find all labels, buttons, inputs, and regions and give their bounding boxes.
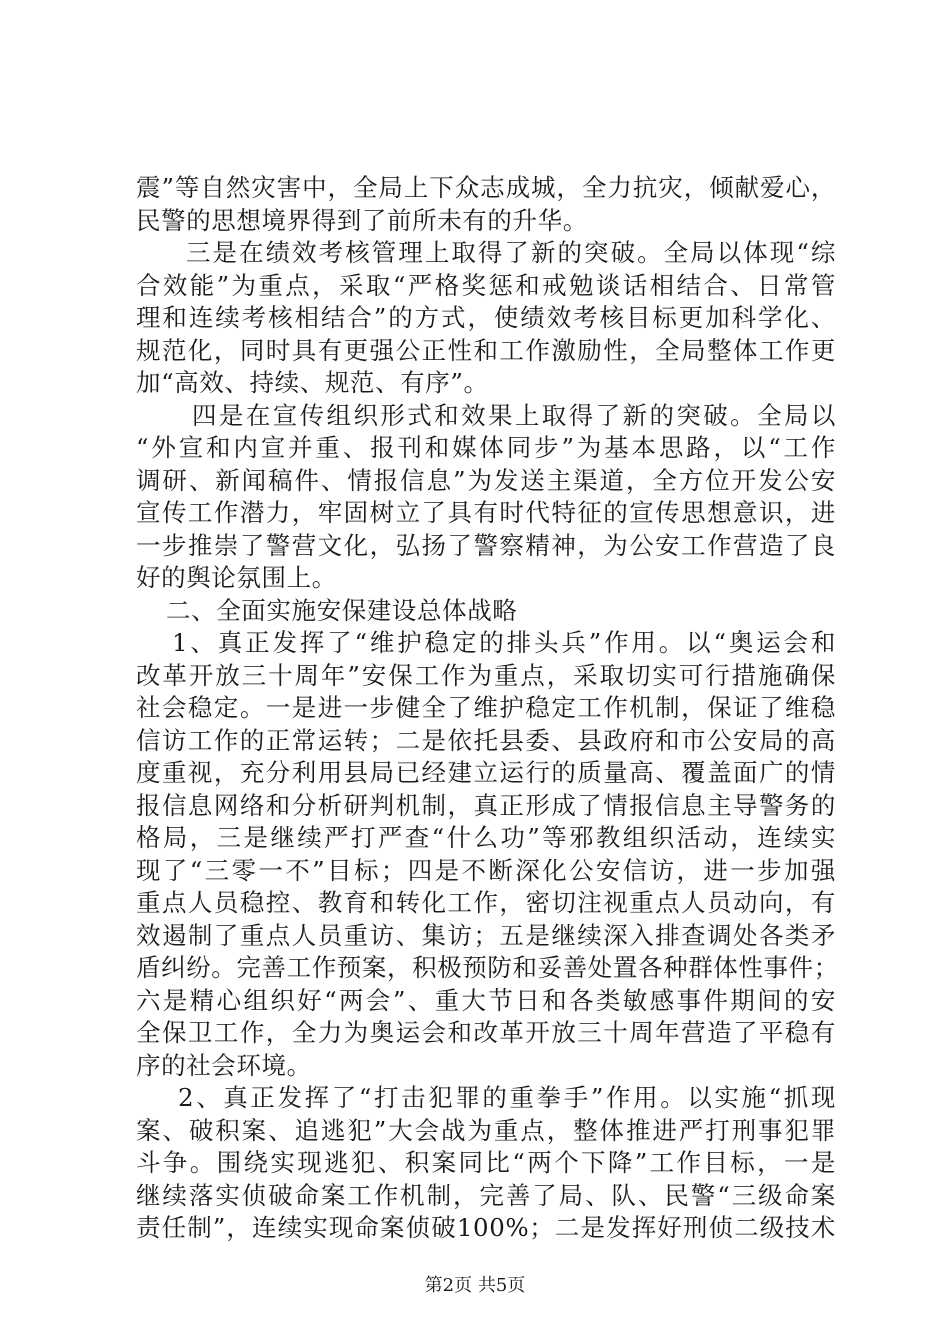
document-body bbox=[136, 172, 839, 1245]
text-line: 效遏制了重点人员重访、集访；五是继续深入排查调处各类矛 bbox=[136, 920, 836, 950]
text-line: 一步推崇了警营文化，弘扬了警察精神，为公安工作营造了良 bbox=[136, 530, 836, 560]
text-line: 序的社会环境。 bbox=[136, 1050, 312, 1080]
text-line: 度重视，充分利用县局已经建立运行的质量高、覆盖面广的情 bbox=[136, 758, 836, 787]
text-line: 全保卫工作，全力为奥运会和改革开放三十周年营造了平稳有 bbox=[136, 1018, 836, 1047]
text-line: 加“高效、持续、规范、有序”。 bbox=[136, 368, 489, 397]
text-line: 改革开放三十周年”安保工作为重点，采取切实可行措施确保 bbox=[136, 660, 836, 690]
text-line: 报信息网络和分析研判机制，真正形成了情报信息主导警务的 bbox=[136, 790, 836, 820]
text-line: 宣传工作潜力，牢固树立了具有时代特征的宣传思想意识，进 bbox=[136, 498, 836, 527]
text-line: 调研、新闻稿件、情报信息”为发送主渠道，全方位开发公安 bbox=[136, 465, 836, 495]
text-line: 案、破积案、追逃犯”大会战为重点，整体推进严打刑事犯罪 bbox=[136, 1115, 836, 1145]
paragraph-start-line: 四是在宣传组织形式和效果上取得了新的突破。全局以 bbox=[192, 400, 836, 430]
text-line: 好的舆论氛围上。 bbox=[136, 563, 337, 592]
text-line: 盾纠纷。完善工作预案，积极预防和妥善处置各种群体性事件； bbox=[136, 953, 839, 982]
text-line: 继续落实侦破命案工作机制，完善了局、队、民警“三级命案 bbox=[136, 1180, 836, 1210]
text-line: 理和连续考核相结合”的方式，使绩效考核目标更加科学化、 bbox=[136, 303, 836, 332]
paragraph-start-line: 三是在绩效考核管理上取得了新的突破。全局以体现“综 bbox=[186, 238, 836, 267]
text-line: 规范化，同时具有更强公正性和工作激励性，全局整体工作更 bbox=[136, 335, 836, 365]
text-line: 六是精心组织好“两会”、重大节日和各类敏感事件期间的安 bbox=[136, 985, 836, 1015]
text-line: 现了“三零一不”目标；四是不断深化公安信访，进一步加强 bbox=[136, 855, 836, 885]
paragraph-start-line: 1、真正发挥了“维护稳定的排头兵”作用。以“奥运会和 bbox=[172, 628, 836, 657]
text-line: 责任制”，连续实现命案侦破100%；二是发挥好刑侦二级技术 bbox=[136, 1213, 836, 1242]
text-line: “外宣和内宣并重、报刊和媒体同步”为基本思路，以“工作 bbox=[136, 433, 836, 462]
text-line: 格局，三是继续严打严查“什么功”等邪教组织活动，连续实 bbox=[136, 823, 836, 852]
text-line: 民警的思想境界得到了前所未有的升华。 bbox=[136, 205, 588, 235]
paragraph-start-line: 2、真正发挥了“打击犯罪的重拳手”作用。以实施“抓现 bbox=[178, 1083, 836, 1112]
page-number-footer: 第2页 共5页 bbox=[424, 1275, 526, 1296]
text-line: 社会稳定。一是进一步健全了维护稳定工作机制，保证了维稳 bbox=[136, 693, 836, 722]
text-line: 斗争。围绕实现逃犯、积案同比“两个下降”工作目标，一是 bbox=[136, 1148, 836, 1177]
text-line: 合效能”为重点，采取“严格奖惩和戒勉谈话相结合、日常管 bbox=[136, 270, 836, 300]
text-line: 震”等自然灾害中，全局上下众志成城，全力抗灾，倾献爱心， bbox=[136, 173, 836, 202]
section-heading: 二、全面实施安保建设总体战略 bbox=[166, 595, 518, 625]
text-line: 重点人员稳控、教育和转化工作，密切注视重点人员动向，有 bbox=[136, 888, 836, 917]
text-line: 信访工作的正常运转；二是依托县委、县政府和市公安局的高 bbox=[136, 725, 836, 755]
